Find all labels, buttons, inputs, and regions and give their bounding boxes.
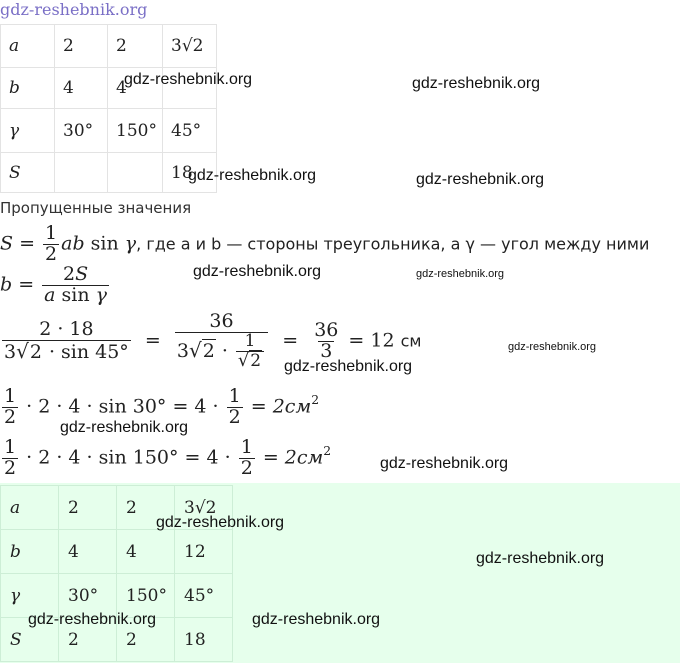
table-cell: 2 (117, 618, 175, 662)
area-calc-30: $\frac{1}{2}$ · 2 · 4 · sin 30° = 4 · $\frac{1}{2}$ = $2см^2$ (4, 385, 320, 428)
area-formula: S = $\frac{1}{2}$ ab sin γ, где a и b — стороны треугольника, а γ — угол между ними (0, 222, 650, 265)
table-cell: 4 (55, 68, 108, 109)
b-calculation: $\frac{2 \cdot 18}{3√2 \cdot \sin 45^\circ}$ = 36 3√2 · $\frac{1}{√2}$ = $\frac{36}{3}$ = 12 см (4, 310, 422, 371)
watermark: gdz-reshebnik.org (60, 419, 189, 436)
b-formula: b = $\frac{2S}{\text{a sin γ}}$ (0, 263, 108, 306)
watermark: gdz-reshebnik.org (416, 268, 505, 280)
table-cell: 3√2 (163, 25, 217, 68)
table-cell: 30° (59, 574, 117, 618)
table-cell: 150° (108, 109, 163, 153)
table-row (1, 109, 217, 153)
row-label: γ (1, 109, 55, 153)
table-cell: 2 (59, 618, 117, 662)
watermark: gdz-reshebnik.org (156, 514, 285, 531)
watermark: gdz-reshebnik.org (416, 171, 545, 188)
table-cell: 45° (163, 109, 217, 153)
table-cell: 18 (175, 618, 233, 662)
watermark: gdz-reshebnik.org (284, 358, 413, 375)
problem-table (0, 24, 217, 193)
area-calc-150: $\frac{1}{2}$ · 2 · 4 · sin 150° = 4 · $\frac{1}{2}$ = $2см^2$ (4, 436, 332, 479)
table-cell: 45° (175, 574, 233, 618)
watermark: gdz-reshebnik.org (476, 550, 605, 567)
table-cell: 2 (108, 25, 163, 68)
table-cell (55, 153, 108, 193)
watermark: gdz-reshebnik.org (252, 611, 381, 628)
watermark: gdz-reshebnik.org (193, 263, 322, 280)
table-cell: 30° (55, 109, 108, 153)
table-cell: 2 (55, 25, 108, 68)
table-cell: 4 (59, 530, 117, 574)
table-cell: 150° (117, 574, 175, 618)
watermark: gdz-reshebnik.org (412, 75, 541, 92)
row-label: b (1, 530, 59, 574)
site-header-watermark: gdz-reshebnik.org (0, 0, 148, 19)
table-row (1, 530, 233, 574)
table-cell: 2 (59, 486, 117, 530)
section-heading: Пропущенные значения (0, 199, 192, 217)
watermark: gdz-reshebnik.org (188, 167, 317, 184)
table-cell: 4 (108, 68, 163, 109)
watermark: gdz-reshebnik.org (508, 341, 597, 353)
area-result: 2см (284, 446, 324, 469)
table-cell: 4 (117, 530, 175, 574)
table-cell: 18 (163, 153, 217, 193)
row-label: S (1, 618, 59, 662)
table-row (1, 153, 217, 193)
table-cell: 2 (117, 486, 175, 530)
row-label: a (1, 486, 59, 530)
table-cell (108, 153, 163, 193)
watermark: gdz-reshebnik.org (28, 611, 157, 628)
formula-explanation: , где a и b — стороны треугольника, а γ — угол между ними (136, 234, 650, 254)
row-label: S (1, 153, 55, 193)
table-cell: 12 (175, 530, 233, 574)
area-result: 2см (272, 395, 312, 418)
row-label: a (1, 25, 55, 68)
table-cell: 3√2 (175, 486, 233, 530)
watermark: gdz-reshebnik.org (124, 71, 253, 88)
answer-table (0, 485, 233, 662)
table-row (1, 25, 217, 68)
unit-label: см (400, 331, 422, 351)
watermark: gdz-reshebnik.org (380, 455, 509, 472)
row-label: γ (1, 574, 59, 618)
row-label: b (1, 68, 55, 109)
